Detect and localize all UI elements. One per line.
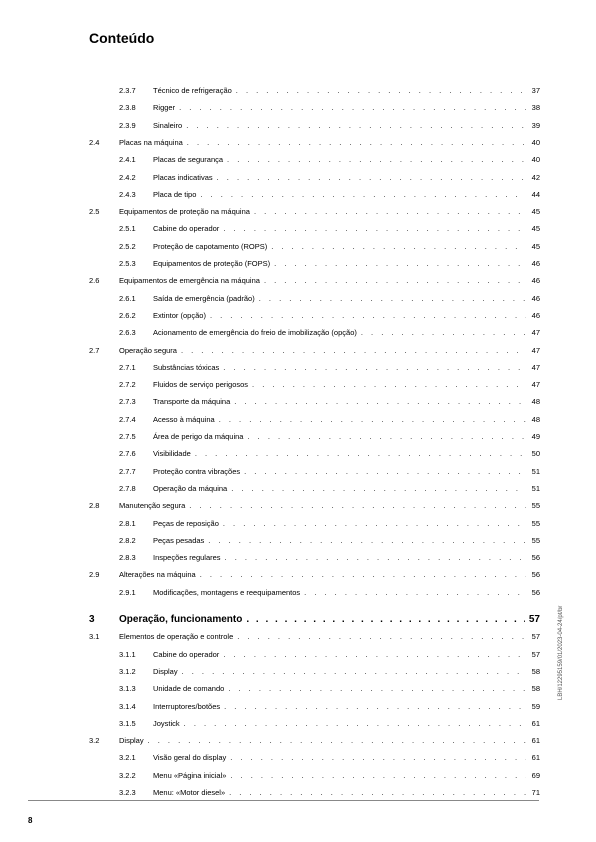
toc-entry-body <box>153 517 540 531</box>
toc-entry-page: 58 <box>531 684 540 694</box>
toc-entry[interactable] <box>0 769 596 783</box>
toc-entry[interactable] <box>0 361 596 375</box>
toc-entry-body <box>153 101 540 115</box>
toc-entry-body <box>153 378 540 392</box>
dot-leader <box>264 274 526 288</box>
toc-entry-title: Placa de tipo <box>153 189 197 199</box>
dot-leader <box>195 447 526 461</box>
toc-entry-page: 57 <box>528 614 540 625</box>
toc-entry-body <box>153 482 540 496</box>
toc-entry[interactable] <box>0 447 596 461</box>
dot-leader <box>230 769 526 783</box>
toc-entry-page: 46 <box>531 259 540 268</box>
toc-entry-body <box>119 611 540 629</box>
toc-entry[interactable] <box>0 430 596 444</box>
toc-entry-number: 2.7.4 <box>119 414 136 424</box>
toc-entry-body <box>153 361 540 375</box>
toc-entry-title: Placas indicativas <box>153 172 213 182</box>
toc-entry-number: 3.1.4 <box>119 701 136 711</box>
toc-entry-page: 46 <box>531 310 540 320</box>
toc-entry-number: 2.3.8 <box>119 103 136 113</box>
dot-leader <box>224 700 526 714</box>
toc-entry-body <box>153 751 540 765</box>
toc-entry-page: 58 <box>531 666 540 676</box>
toc-entry-number: 2.5.1 <box>119 224 136 234</box>
toc-entry-body <box>153 413 540 427</box>
toc-entry-body <box>119 344 540 358</box>
toc-entry[interactable] <box>0 171 596 185</box>
toc-entry-page: 56 <box>531 553 540 563</box>
toc-entry[interactable] <box>0 751 596 765</box>
dot-leader <box>189 499 526 513</box>
toc-entry-page: 39 <box>531 120 540 130</box>
toc-entry-number: 2.9.1 <box>119 587 136 597</box>
toc-entry-page: 47 <box>531 362 540 372</box>
toc-entry-page: 50 <box>531 449 540 459</box>
toc-entry-body <box>153 586 540 600</box>
toc-entry-title: Cabine do operador <box>153 649 220 659</box>
toc-entry[interactable] <box>0 465 596 479</box>
toc-entry-page: 44 <box>531 189 540 199</box>
toc-entry-title: Sinaleiro <box>153 120 183 130</box>
toc-entry-title: Menu: «Motor diesel» <box>153 788 226 797</box>
toc-entry[interactable] <box>0 378 596 392</box>
toc-entry-number: 2.7 <box>89 345 100 355</box>
toc-entry-page: 42 <box>531 172 540 182</box>
dot-leader <box>210 309 526 323</box>
toc-entry-title: Técnico de refrigeração <box>153 86 232 95</box>
dot-leader <box>237 630 526 644</box>
toc-entry-title: Transporte da máquina <box>153 397 231 407</box>
toc-entry-number: 3.1.1 <box>119 649 136 659</box>
dot-leader <box>246 611 525 629</box>
toc-entry-page: 45 <box>531 241 540 251</box>
toc-entry-body <box>153 395 540 409</box>
dot-leader <box>223 222 526 236</box>
toc-entry[interactable] <box>0 682 596 696</box>
toc-entry-page: 55 <box>531 518 540 528</box>
toc-entry-title: Operação segura <box>119 345 177 355</box>
toc-entry-title: Inspeções regulares <box>153 553 221 563</box>
dot-leader <box>179 101 526 115</box>
dot-leader <box>230 751 526 765</box>
toc-entry-page: 56 <box>531 570 540 580</box>
dot-leader <box>223 648 526 662</box>
toc-entry-title: Extintor (opção) <box>153 310 206 320</box>
toc-entry[interactable] <box>0 700 596 714</box>
toc-entry[interactable] <box>0 257 596 271</box>
toc-entry[interactable] <box>0 326 596 340</box>
toc-entry-number: 2.8.3 <box>119 553 136 563</box>
toc-entry-title: Fluidos de serviço perigosos <box>153 380 249 390</box>
toc-entry-number: 2.6.1 <box>119 293 136 303</box>
toc-entry-page: 69 <box>531 770 540 780</box>
toc-entry-body <box>119 136 540 150</box>
toc-entry-number: 2.8.2 <box>119 535 136 545</box>
dot-leader <box>148 734 526 748</box>
dot-leader <box>271 240 526 254</box>
toc-entry-title: Operação, funcionamento <box>119 614 243 625</box>
dot-leader <box>231 482 526 496</box>
toc-entry-page: 47 <box>531 345 540 355</box>
toc-entry[interactable] <box>0 586 596 600</box>
toc-entry-title: Equipamentos de proteção (FOPS) <box>153 259 271 268</box>
toc-entry[interactable] <box>0 517 596 531</box>
toc-entry-number: 3.1.3 <box>119 684 136 694</box>
toc-entry-number: 3.1.2 <box>119 666 136 676</box>
toc-entry-page: 61 <box>531 736 540 746</box>
toc-entry-number: 2.4.2 <box>119 172 136 182</box>
toc-entry-page: 57 <box>531 649 540 659</box>
toc-entry-title: Substâncias tóxicas <box>153 362 220 372</box>
dot-leader <box>244 465 526 479</box>
toc-entry-title: Menu «Página inicial» <box>153 770 227 780</box>
toc-entry-title: Unidade de comando <box>153 684 225 694</box>
toc-entry-body <box>153 447 540 461</box>
toc-entry-number: 2.3.7 <box>119 86 136 95</box>
toc-entry-title: Display <box>119 736 144 746</box>
toc-entry-number: 2.5.3 <box>119 259 136 268</box>
toc-entry-title: Peças de reposição <box>153 518 219 528</box>
toc-entry-title: Modificações, montagens e reequipamentos <box>153 587 301 597</box>
toc-entry-title: Peças pesadas <box>153 535 205 545</box>
toc-entry-number: 2.7.5 <box>119 432 136 441</box>
toc-entry[interactable] <box>0 734 596 748</box>
dot-leader <box>304 586 526 600</box>
toc-entry[interactable] <box>0 344 596 358</box>
toc-entry-number: 2.4 <box>89 137 100 147</box>
toc-entry-number: 2.7.7 <box>119 466 136 476</box>
toc-entry-number: 2.7.3 <box>119 397 136 407</box>
dot-leader <box>227 153 526 167</box>
dot-leader <box>247 430 526 444</box>
toc-entry-title: Cabine do operador <box>153 224 220 234</box>
toc-entry[interactable] <box>0 499 596 513</box>
toc-entry-page: 40 <box>531 155 540 165</box>
toc-entry[interactable] <box>0 717 596 731</box>
toc-entry-title: Elementos de operação e controle <box>119 632 234 642</box>
toc-entry-title: Proteção contra vibrações <box>153 466 241 476</box>
toc-entry-title: Placas de segurança <box>153 155 224 165</box>
toc-entry-number: 2.8 <box>89 501 100 511</box>
toc-entry[interactable] <box>0 648 596 662</box>
toc-entry-body <box>153 682 540 696</box>
toc-entry-body <box>153 648 540 662</box>
toc-entry-page: 37 <box>531 86 540 95</box>
toc-entry[interactable] <box>0 551 596 565</box>
document-code: LBH/12295159/01/2023-04-24/pt/br <box>558 605 564 700</box>
toc-entry-number: 2.6.3 <box>119 328 136 338</box>
dot-leader <box>274 257 526 271</box>
dot-leader <box>223 517 526 531</box>
toc-entry[interactable] <box>0 482 596 496</box>
toc-entry-body <box>153 171 540 185</box>
toc-entry[interactable] <box>0 665 596 679</box>
toc-entry-number: 2.9 <box>89 570 100 580</box>
toc-entry-page: 61 <box>531 753 540 763</box>
toc-entry-number: 2.4.1 <box>119 155 136 165</box>
toc-entry-body <box>119 630 540 644</box>
toc-entry[interactable] <box>0 222 596 236</box>
toc-entry-body <box>153 84 540 98</box>
toc-entry-body <box>153 119 540 133</box>
toc-entry-number: 3.2.1 <box>119 753 136 763</box>
toc-entry-page: 46 <box>531 276 540 286</box>
toc-entry-body <box>153 309 540 323</box>
dot-leader <box>184 717 526 731</box>
toc-entry-title: Joystick <box>153 718 180 728</box>
dot-leader <box>236 84 526 98</box>
toc-entry-page: 71 <box>531 788 540 797</box>
dot-leader <box>361 326 526 340</box>
toc-entry-page: 47 <box>531 380 540 390</box>
toc-entry-page: 38 <box>531 103 540 113</box>
toc-entry-number: 2.6 <box>89 276 100 286</box>
toc-entry-body <box>153 188 540 202</box>
toc-entry-number: 3 <box>89 614 95 625</box>
dot-leader <box>223 361 526 375</box>
dot-leader <box>200 568 526 582</box>
toc-entry-body <box>153 665 540 679</box>
toc-entry-page: 57 <box>531 632 540 642</box>
toc-entry-body <box>153 430 540 444</box>
page-number: 8 <box>28 816 33 825</box>
toc-entry-title: Acesso à máquina <box>153 414 215 424</box>
dot-leader <box>228 682 526 696</box>
toc-entry[interactable] <box>0 534 596 548</box>
toc-entry-title: Placas na máquina <box>119 137 183 147</box>
toc-entry-body <box>119 274 540 288</box>
toc-entry-number: 3.1 <box>89 632 100 642</box>
toc-entry-page: 40 <box>531 137 540 147</box>
dot-leader <box>181 344 526 358</box>
toc-entry-page: 61 <box>531 718 540 728</box>
toc-entry-page: 51 <box>531 466 540 476</box>
toc-entry-number: 2.5 <box>89 207 100 217</box>
toc-entry[interactable] <box>0 292 596 306</box>
toc-entry-body <box>119 568 540 582</box>
toc-entry-body <box>153 257 540 271</box>
toc-entry[interactable] <box>0 101 596 115</box>
toc-entry-number: 2.3.9 <box>119 120 136 130</box>
toc-entry-title: Alterações na máquina <box>119 570 196 580</box>
toc-entry-title: Interruptores/botões <box>153 701 221 711</box>
toc-entry-number: 2.8.1 <box>119 518 136 528</box>
toc-entry-number: 2.5.2 <box>119 241 136 251</box>
toc-entry-number: 2.7.6 <box>119 449 136 459</box>
toc-entry-page: 45 <box>531 224 540 234</box>
toc-entry-body <box>153 153 540 167</box>
footer-divider <box>28 800 539 801</box>
toc-entry-number: 2.7.8 <box>119 483 136 493</box>
toc-entry-page: 48 <box>531 414 540 424</box>
toc-entry-page: 55 <box>531 535 540 545</box>
toc-entry-title: Saída de emergência (padrão) <box>153 293 255 303</box>
toc-entry-title: Equipamentos de emergência na máquina <box>119 276 260 286</box>
toc-entry-page: 59 <box>531 701 540 711</box>
toc-entry[interactable] <box>0 240 596 254</box>
toc-entry-title: Display <box>153 666 178 676</box>
toc-entry-body <box>153 326 540 340</box>
dot-leader <box>252 378 526 392</box>
toc-entry-body <box>153 222 540 236</box>
toc-entry-title: Equipamentos de proteção na máquina <box>119 207 250 217</box>
toc-entry[interactable] <box>0 568 596 582</box>
dot-leader <box>219 413 526 427</box>
toc-entry-body <box>119 734 540 748</box>
toc-entry-number: 3.2 <box>89 736 100 746</box>
toc-entry[interactable] <box>0 205 596 219</box>
dot-leader <box>186 119 526 133</box>
toc-entry-body <box>153 292 540 306</box>
toc-entry-number: 2.7.2 <box>119 380 136 390</box>
toc-entry-page: 45 <box>531 207 540 217</box>
toc-entry[interactable] <box>0 188 596 202</box>
toc-entry-title: Rigger <box>153 103 176 113</box>
dot-leader <box>234 395 526 409</box>
toc-entry-page: 51 <box>531 483 540 493</box>
dot-leader <box>187 136 526 150</box>
toc-entry-body <box>119 499 540 513</box>
dot-leader <box>259 292 526 306</box>
toc-entry-title: Área de perigo da máquina <box>153 432 244 441</box>
toc-entry-page: 47 <box>531 328 540 338</box>
toc-entry-title: Manutenção segura <box>119 501 186 511</box>
toc-entry-title: Acionamento de emergência do freio de imobilização (opção) <box>153 328 357 338</box>
toc-entry[interactable] <box>0 136 596 150</box>
page-title: Conteúdo <box>89 30 155 46</box>
dot-leader <box>182 665 526 679</box>
toc-entry-body <box>153 700 540 714</box>
toc-entry[interactable] <box>0 611 596 629</box>
toc-entry-number: 3.2.2 <box>119 770 136 780</box>
toc-entry[interactable] <box>0 309 596 323</box>
toc-entry-body <box>153 717 540 731</box>
toc-entry-title: Proteção de capotamento (ROPS) <box>153 241 268 251</box>
toc-entry-body <box>153 551 540 565</box>
toc-entry-body <box>153 786 540 800</box>
toc-entry-page: 56 <box>531 587 540 597</box>
toc-entry[interactable] <box>0 395 596 409</box>
toc-entry-page: 48 <box>531 397 540 407</box>
dot-leader <box>208 534 526 548</box>
toc-entry[interactable] <box>0 119 596 133</box>
toc-entry-page: 49 <box>531 432 540 441</box>
dot-leader <box>200 188 526 202</box>
toc-entry-body <box>153 769 540 783</box>
toc-entry[interactable] <box>0 630 596 644</box>
toc-entry-number: 2.7.1 <box>119 362 136 372</box>
toc-entry-number: 2.4.3 <box>119 189 136 199</box>
toc-entry-body <box>153 465 540 479</box>
toc-entry-page: 55 <box>531 501 540 511</box>
dot-leader <box>217 171 526 185</box>
toc-entry[interactable] <box>0 786 596 800</box>
toc-entry[interactable] <box>0 274 596 288</box>
toc-entry-title: Visão geral do display <box>153 753 227 763</box>
toc-entry-title: Visibilidade <box>153 449 191 459</box>
toc-entry-body <box>153 534 540 548</box>
dot-leader <box>254 205 526 219</box>
dot-leader <box>225 551 526 565</box>
toc-entry[interactable] <box>0 84 596 98</box>
toc-entry-body <box>119 205 540 219</box>
toc-entry-number: 3.2.3 <box>119 788 136 797</box>
toc-entry[interactable] <box>0 153 596 167</box>
toc-entry-page: 46 <box>531 293 540 303</box>
toc-entry-number: 3.1.5 <box>119 718 136 728</box>
toc-entry-body <box>153 240 540 254</box>
toc-entry-title: Operação da máquina <box>153 483 228 493</box>
toc-entry[interactable] <box>0 413 596 427</box>
dot-leader <box>229 786 526 800</box>
toc-entry-number: 2.6.2 <box>119 310 136 320</box>
